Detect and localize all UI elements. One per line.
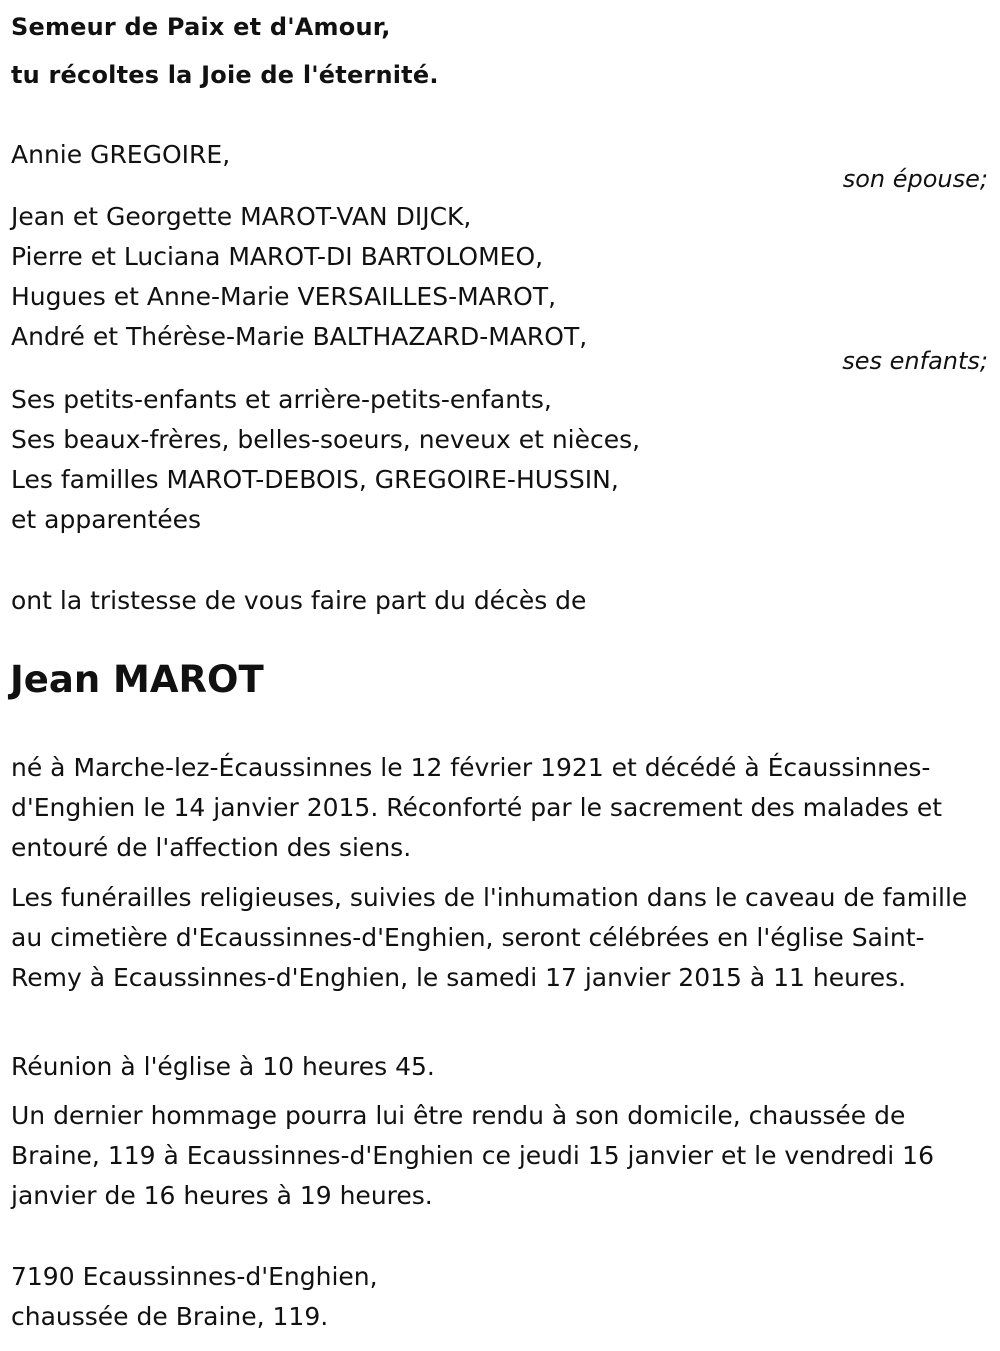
spouse-name: Annie GREGOIRE, (11, 140, 231, 169)
funeral-paragraph: Les funérailles religieuses, suivies de l'inhumation dans le caveau de famille au cimetière d'Ecaussinnes-d'Enghien, seront célébrées en l'église Saint-Remy à Ecaussinnes-d'Enghien, le samedi 17 janvier 2015 à 11 heures. (11, 883, 968, 992)
children-role: ses enfants; (842, 347, 988, 375)
child-line-4: André et Thérèse-Marie BALTHAZARD-MAROT, (11, 322, 588, 351)
address-line-2: chaussée de Braine, 119. (11, 1302, 329, 1331)
relatives-line-3: Les familles MAROT-DEBOIS, GREGOIRE-HUSSIN, (11, 465, 619, 494)
relatives-line-1: Ses petits-enfants et arrière-petits-enfants, (11, 385, 552, 414)
motto-line-1: Semeur de Paix et d'Amour, (11, 13, 391, 41)
child-line-2: Pierre et Luciana MAROT-DI BARTOLOMEO, (11, 242, 544, 271)
homage-paragraph: Un dernier hommage pourra lui être rendu à son domicile, chaussée de Braine, 119 à Ecaussinnes-d'Enghien ce jeudi 15 janvier et le vendredi 16 janvier de 16 heures à 19 heures. (11, 1101, 934, 1210)
meeting-paragraph: Réunion à l'église à 10 heures 45. (11, 1052, 435, 1081)
spouse-role: son épouse; (842, 165, 988, 193)
birth-death-paragraph: né à Marche-lez-Écaussinnes le 12 février 1921 et décédé à Écaussinnes-d'Enghien le 14 janvier 2015. Réconforté par le sacrement des malades et entouré de l'affection des siens. (11, 753, 943, 862)
child-line-1: Jean et Georgette MAROT-VAN DIJCK, (11, 202, 472, 231)
deceased-name: Jean MAROT (10, 658, 264, 701)
address-line-1: 7190 Ecaussinnes-d'Enghien, (11, 1262, 378, 1291)
relatives-line-4: et apparentées (11, 505, 202, 534)
motto-line-2: tu récoltes la Joie de l'éternité. (11, 61, 439, 89)
announcement-text: ont la tristesse de vous faire part du décès de (11, 586, 587, 615)
relatives-line-2: Ses beaux-frères, belles-soeurs, neveux et nièces, (11, 425, 641, 454)
child-line-3: Hugues et Anne-Marie VERSAILLES-MAROT, (11, 282, 557, 311)
